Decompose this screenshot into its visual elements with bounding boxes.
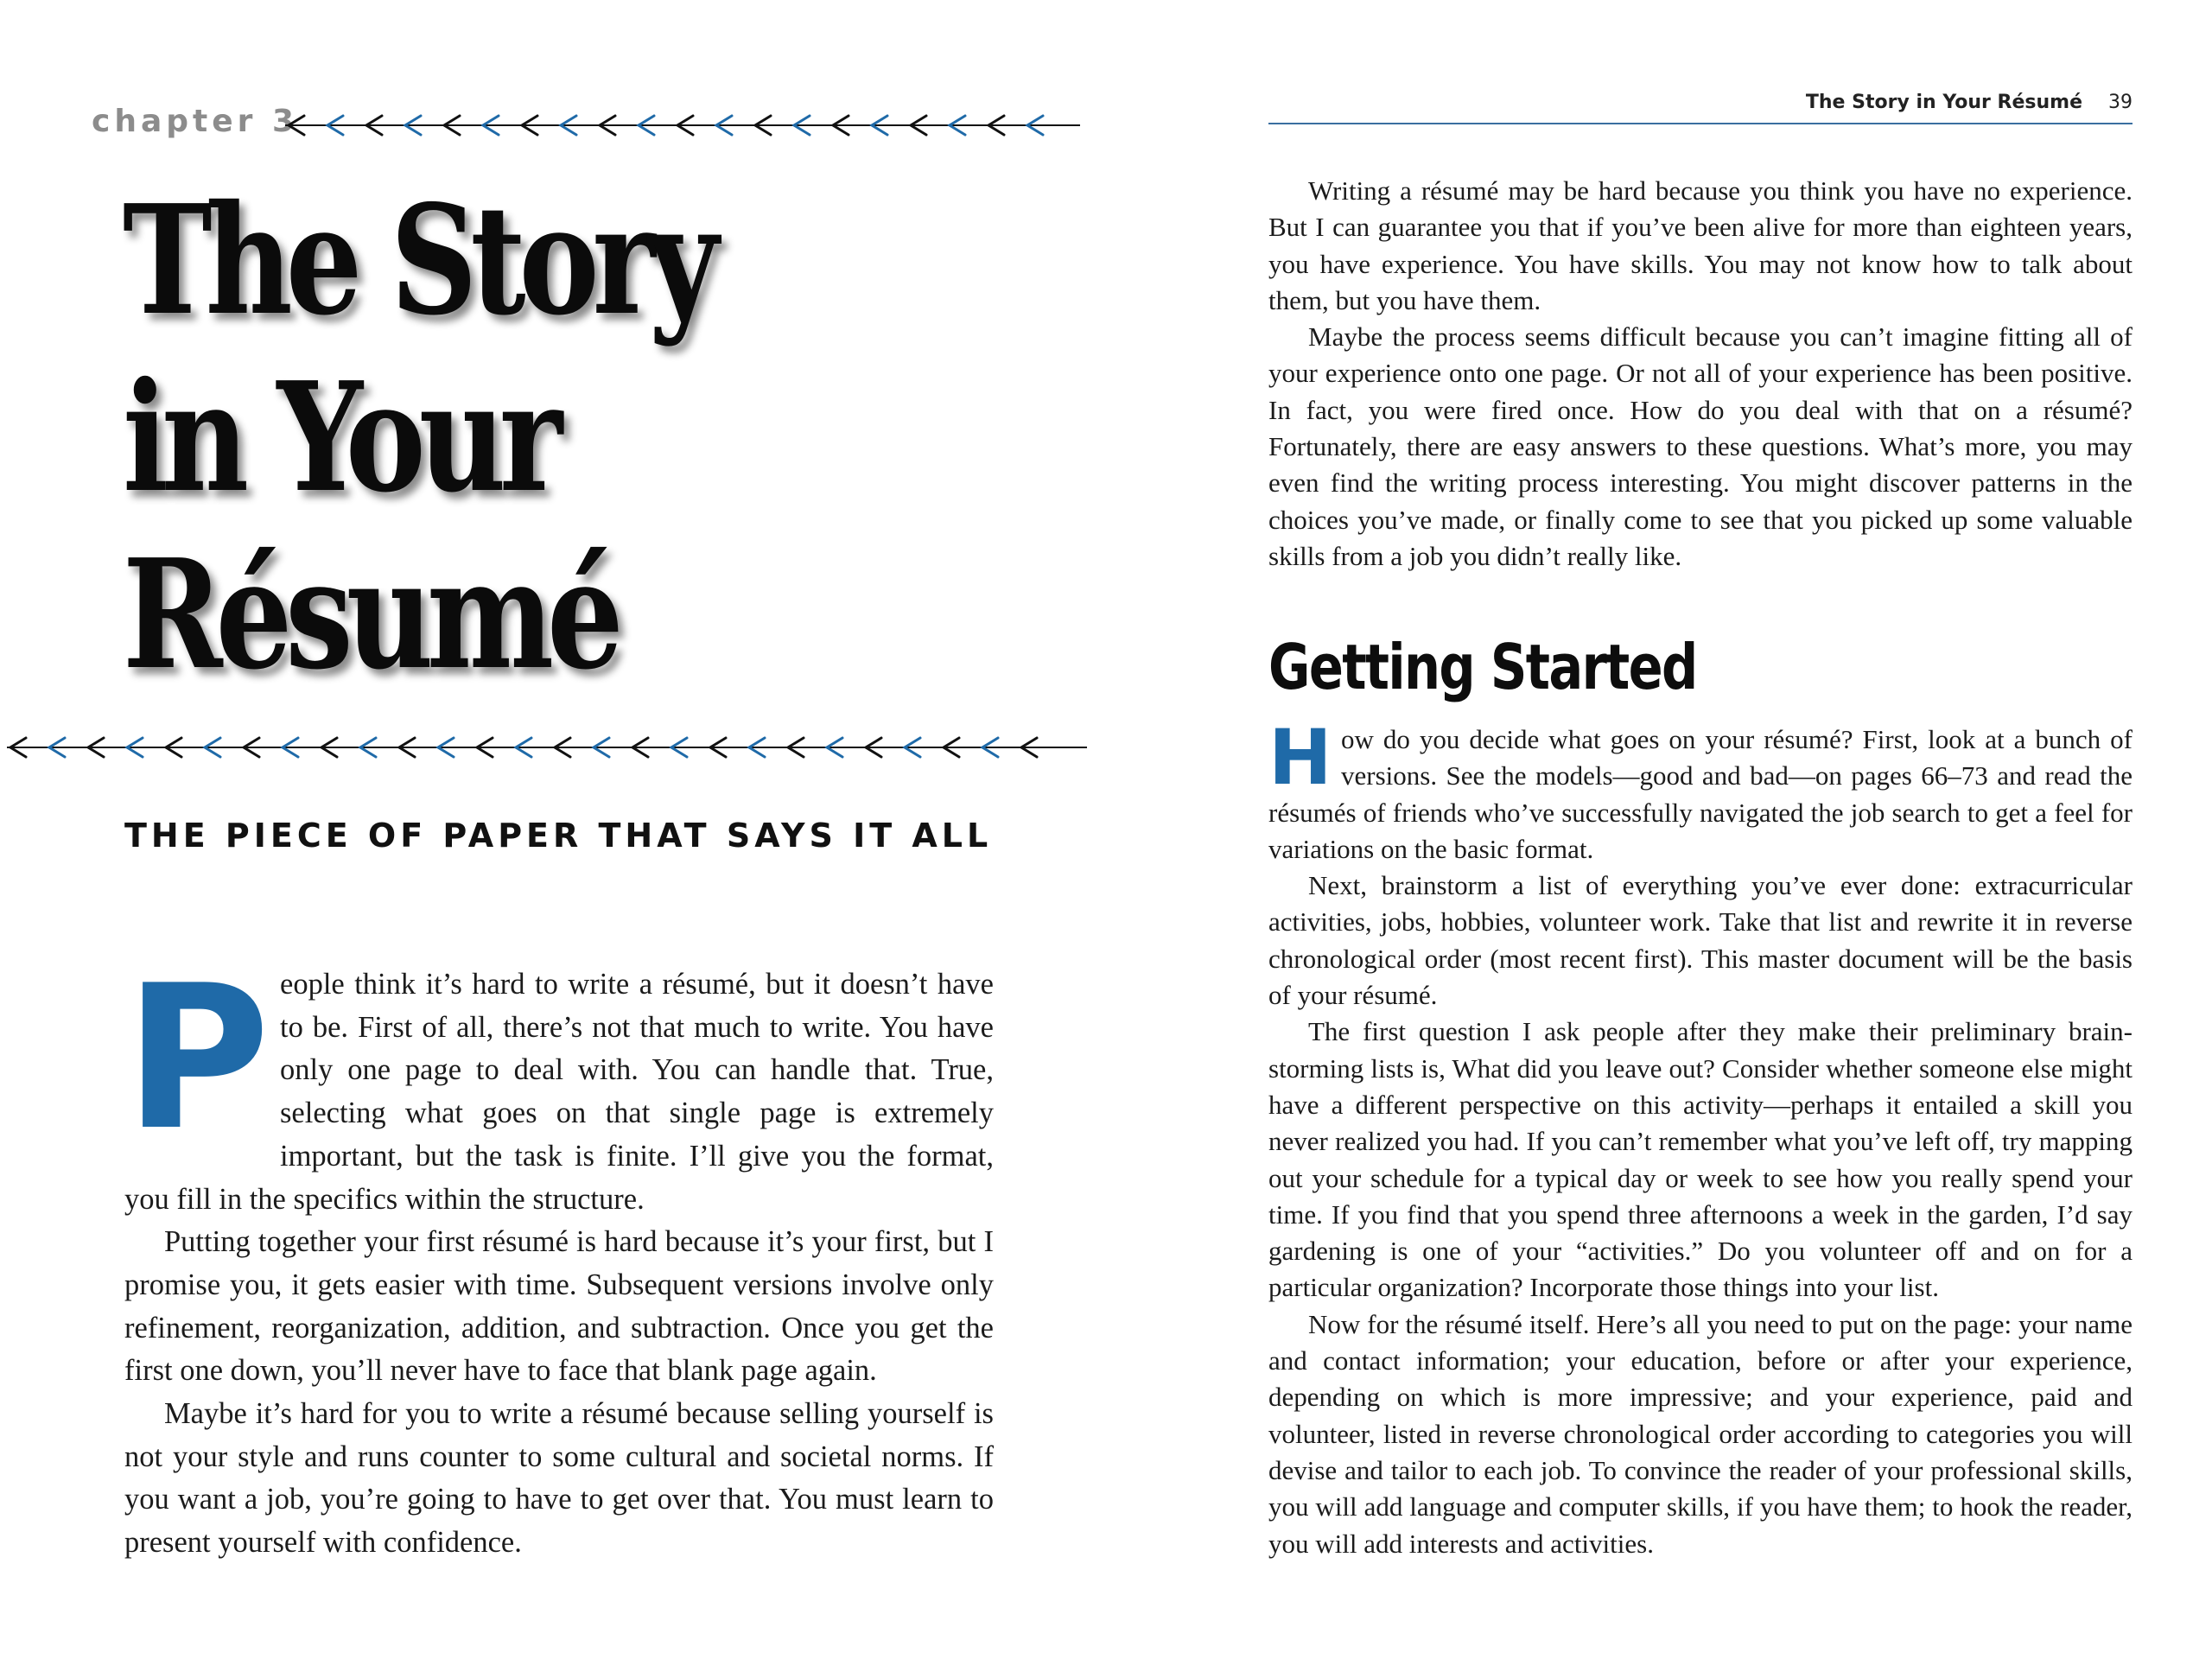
section-paragraph-4: Now for the résumé itself. Here’s all you need to put on the page: your name and contact information; your education, before or after your experience, depending on which is more impressive; and your experience, paid and volunteer, listed in reverse chronological order according to categories you will devise and tailor to each job. To convince the reader of your professional skills, you will add language and computer skills, if you have them; to hook the reader, you will add interests and activities. <box>1268 1308 2133 1559</box>
drop-cap-h: H <box>1268 713 1332 802</box>
paragraph-3: Maybe it’s hard for you to write a résumé because selling yourself is not your style and runs counter to some cultural and societal norms. If you want a job, you’re going to have to get over that. You must learn to present yourself with confidence. <box>124 1397 994 1560</box>
arrow-rule-middle <box>7 734 1087 760</box>
chapter-title <box>123 173 712 704</box>
paragraph-1 <box>124 944 994 1221</box>
intro-paragraph-2: Maybe the process seems difficult because you can’t imagine fitting all of your experience onto one page. Or not all of your experience has been positive. In fact, you were fired once. How do you deal with that on a résumé? Fortunately, there are easy answers to these questions. What’s more, you may even find the writing process interesting. You might discover patterns in the choices you’ve made, or finally come to see that you picked up some valuable skills from a job you didn’t really like. <box>1268 321 2133 571</box>
running-head-title: The Story in Your Résumé <box>1805 92 2082 113</box>
section-heading: Getting Started <box>1268 631 1697 703</box>
right-page <box>1106 0 2212 1659</box>
running-head <box>1268 92 2133 113</box>
intro-text <box>1268 173 2133 575</box>
intro-paragraph-1: Writing a résumé may be hard because you think you have no experience. But I can guarantee you that if you’ve been alive for more than eighteen years, you have experience. You have skills. You may not know how to talk about them, but you have them. <box>1268 175 2133 315</box>
chapter-label: chapter 3 <box>92 104 298 139</box>
arrow-rule-top <box>285 112 1080 138</box>
section-paragraph-2: Next, brainstorm a list of everything you’ve ever done: extracurricular activities, jobs, hobbies, volunteer work. Take that list and rewrite it in reverse chronological order (most recent first). This master document will be the basis of your résumé. <box>1268 870 2133 1011</box>
left-body-text <box>124 944 994 1565</box>
page-number: 39 <box>2108 92 2133 113</box>
chapter-subtitle: THE PIECE OF PAPER THAT SAYS IT ALL <box>124 817 993 855</box>
section-paragraph-1 <box>1268 713 2133 868</box>
section-paragraph-3: The first question I ask people after they make their preliminary brainstorming lists is, What did you leave out? Consider whether someone else might have a different perspective on this activity—perhaps it entailed a skill you never realized you had. If you can’t remember what you’ve left off, try mapping out your schedule for a typical day or week to see how you really spend your time. If you find that you spend three afternoons a week in the garden, I’d say gardening is one of your “activities.” Do you volunteer off and on for a particular organization? Incorporate those things into your list. <box>1268 1016 2133 1303</box>
paragraph-1-text: eople think it’s hard to write a résumé, but it doesn’t have to be. First of all, there’s not that much to write. You have only one page to deal with. You can handle that. True, selecting what goes on that single page is extremely important, but the task is finite. I’ll give you the format, you fill in the specifics within the structure. <box>124 968 994 1216</box>
section-paragraph-1-text: ow do you decide what goes on your résumé? First, look at a bunch of versions. See the models—good and bad—on pages 66–73 and read the résumés of friends who’ve successfully navigated the job search to get a feel for variations on the basic format. <box>1268 724 2133 864</box>
drop-cap-p: P <box>124 944 270 1174</box>
title-line-2: in Your <box>123 350 556 526</box>
paragraph-2: Putting together your first résumé is hard because it’s your first, but I promise you, it gets easier with time. Subsequent versions involve only refinement, reorganization, addition, and subtraction. Once you get the first one down, you’ll never have to face that blank page again. <box>124 1225 994 1388</box>
title-line-1: The Story <box>123 173 712 349</box>
title-line-3: Résumé <box>123 527 617 703</box>
header-rule <box>1268 123 2133 124</box>
section-text <box>1268 713 2133 1562</box>
